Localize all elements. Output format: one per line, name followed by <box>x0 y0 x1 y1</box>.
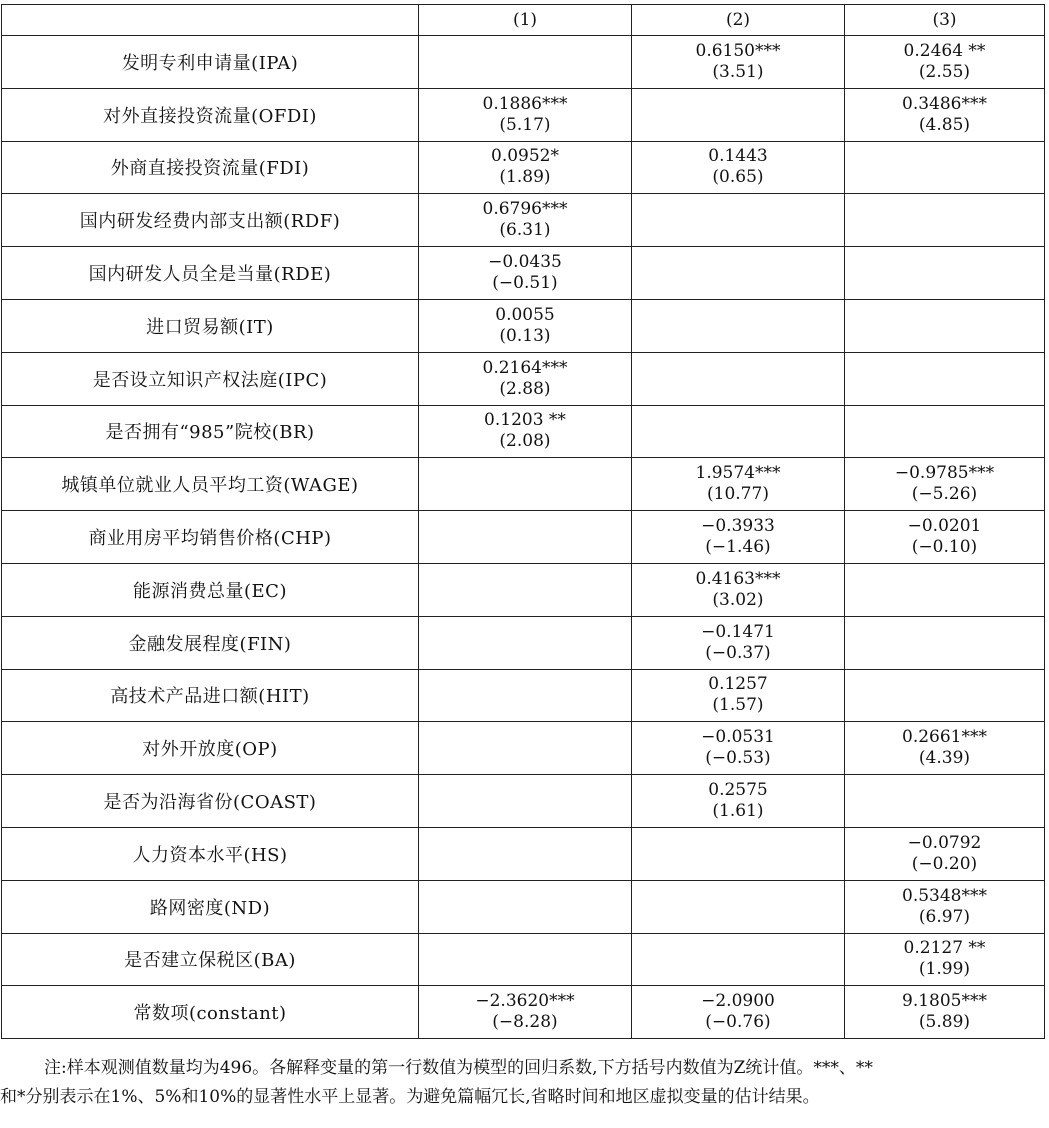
estimate-block <box>475 991 574 1033</box>
model-3-cell <box>845 194 1045 247</box>
variable-name: 城镇单位就业人员平均工资(WAGE) <box>2 458 419 511</box>
variable-name: 常数项(constant) <box>2 986 419 1039</box>
estimate-block <box>491 146 559 188</box>
model-3-cell <box>845 511 1045 564</box>
model-1-cell <box>419 563 632 616</box>
table-note <box>0 1054 1046 1112</box>
table-row <box>2 511 1045 564</box>
table-row <box>2 299 1045 352</box>
coefficient-value: 1.9574*** <box>695 463 781 484</box>
coefficient-value: 0.6796*** <box>482 199 568 220</box>
model-2-cell <box>632 563 845 616</box>
z-statistic-value: (1.89) <box>499 167 551 188</box>
coefficient-value: 0.1203 ** <box>484 410 566 431</box>
model-1-cell <box>419 458 632 511</box>
coefficient-value: −0.0201 <box>907 516 982 537</box>
z-statistic-value: (0.65) <box>712 167 764 188</box>
model-1-cell <box>419 827 632 880</box>
z-statistic-value: (4.39) <box>918 748 971 769</box>
z-statistic-value: (−0.53) <box>705 748 771 769</box>
table-row <box>2 986 1045 1039</box>
model-1-cell <box>419 141 632 194</box>
note-line-1: 注:样本观测值数量均为496。各解释变量的第一行数值为模型的回归系数,下方括号内数值为Z统计值。***、** <box>44 1058 873 1078</box>
model-2-cell <box>632 405 845 458</box>
regression-table <box>1 4 1045 1039</box>
coefficient-value: 0.0055 <box>495 304 555 325</box>
z-statistic-value: (3.02) <box>712 589 764 610</box>
z-statistic-value: (2.88) <box>499 378 551 399</box>
model-3-cell <box>845 827 1045 880</box>
model-1-cell <box>419 986 632 1039</box>
model-3-cell <box>845 141 1045 194</box>
model-2-cell <box>632 88 845 141</box>
estimate-block <box>708 674 767 716</box>
model-2-cell <box>632 669 845 722</box>
variable-name: 人力资本水平(HS) <box>2 827 419 880</box>
coefficient-value: 0.3486*** <box>902 93 987 114</box>
z-statistic-value: (6.97) <box>918 906 971 927</box>
estimate-block <box>904 41 986 83</box>
model-1-cell <box>419 247 632 300</box>
table-row <box>2 880 1045 933</box>
estimate-block <box>696 463 781 505</box>
estimate-block <box>696 41 781 83</box>
model-3-cell <box>845 405 1045 458</box>
z-statistic-value: (3.51) <box>712 61 764 82</box>
note-line-2: 和*分别表示在1%、5%和10%的显著性水平上显著。为避免篇幅冗长,省略时间和地区虚拟变量的估计结果。 <box>0 1087 820 1107</box>
coefficient-value: 0.1443 <box>708 146 768 167</box>
table-row <box>2 669 1045 722</box>
model-1-cell <box>419 88 632 141</box>
coefficient-value: 0.2661*** <box>902 727 987 748</box>
table-row <box>2 405 1045 458</box>
z-statistic-value: (−8.28) <box>492 1012 558 1033</box>
z-statistic-value: (−0.10) <box>911 537 978 558</box>
table-row <box>2 458 1045 511</box>
variable-name: 对外开放度(OP) <box>2 722 419 775</box>
model-3-cell <box>845 247 1045 300</box>
variable-name: 高技术产品进口额(HIT) <box>2 669 419 722</box>
coefficient-value: −2.0900 <box>701 991 775 1012</box>
estimate-block <box>701 991 775 1033</box>
model-1-cell <box>419 352 632 405</box>
variable-name: 能源消费总量(EC) <box>2 563 419 616</box>
model-1-cell <box>419 616 632 669</box>
coefficient-value: 0.2464 ** <box>903 40 986 61</box>
coefficient-value: 0.2127 ** <box>903 938 986 959</box>
coefficient-value: −0.3933 <box>701 516 775 537</box>
model-2-cell <box>632 352 845 405</box>
z-statistic-value: (1.57) <box>712 695 764 716</box>
model-2-cell <box>632 827 845 880</box>
coefficient-value: 9.1805*** <box>902 991 987 1012</box>
model-2-cell <box>632 194 845 247</box>
variable-name: 国内研发人员全是当量(RDE) <box>2 247 419 300</box>
z-statistic-value: (−0.37) <box>705 642 771 663</box>
coefficient-value: −2.3620*** <box>475 991 575 1012</box>
model-2-cell <box>632 247 845 300</box>
model-3-cell <box>845 458 1045 511</box>
model-2-cell <box>632 511 845 564</box>
model-3-cell <box>845 986 1045 1039</box>
model-2-cell <box>632 299 845 352</box>
variable-name: 是否建立保税区(BA) <box>2 933 419 986</box>
table-row <box>2 827 1045 880</box>
variable-name: 国内研发经费内部支出额(RDF) <box>2 194 419 247</box>
estimate-block <box>708 780 767 822</box>
model-1-cell <box>419 669 632 722</box>
coefficient-value: 0.5348*** <box>902 885 987 906</box>
table-row <box>2 563 1045 616</box>
estimate-block <box>483 199 568 241</box>
table-row <box>2 933 1045 986</box>
model-1-cell <box>419 775 632 828</box>
model-3-cell <box>845 36 1045 89</box>
model-3-cell <box>845 722 1045 775</box>
header-model-3: (3) <box>845 5 1045 36</box>
model-1-cell <box>419 299 632 352</box>
model-2-cell <box>632 880 845 933</box>
model-1-cell <box>419 194 632 247</box>
z-statistic-value: (−0.20) <box>911 853 978 874</box>
coefficient-value: 0.6150*** <box>695 40 781 61</box>
estimate-block <box>701 622 775 664</box>
estimate-block <box>701 727 775 769</box>
z-statistic-value: (5.17) <box>499 114 551 135</box>
model-2-cell <box>632 986 845 1039</box>
estimate-block <box>708 146 767 188</box>
estimate-block <box>483 358 568 400</box>
table-header <box>2 5 1045 36</box>
estimate-block <box>696 569 781 611</box>
model-3-cell <box>845 352 1045 405</box>
model-2-cell <box>632 458 845 511</box>
coefficient-value: −0.0531 <box>701 727 775 748</box>
z-statistic-value: (4.85) <box>918 114 971 135</box>
table-row <box>2 352 1045 405</box>
estimate-block <box>484 410 566 452</box>
z-statistic-value: (2.55) <box>918 61 971 82</box>
coefficient-value: 0.1257 <box>708 674 768 695</box>
model-1-cell <box>419 36 632 89</box>
z-statistic-value: (1.61) <box>712 801 764 822</box>
z-statistic-value: (2.08) <box>499 431 551 452</box>
model-3-cell <box>845 299 1045 352</box>
coefficient-value: 0.4163*** <box>695 568 781 589</box>
coefficient-value: −0.0435 <box>488 252 562 273</box>
table-row <box>2 775 1045 828</box>
table-row <box>2 88 1045 141</box>
model-3-cell <box>845 775 1045 828</box>
header-row <box>2 5 1045 36</box>
model-3-cell <box>845 880 1045 933</box>
z-statistic-value: (0.13) <box>499 325 551 346</box>
table-row <box>2 616 1045 669</box>
z-statistic-value: (6.31) <box>499 220 551 241</box>
variable-name: 商业用房平均销售价格(CHP) <box>2 511 419 564</box>
variable-name: 金融发展程度(FIN) <box>2 616 419 669</box>
variable-name: 进口贸易额(IT) <box>2 299 419 352</box>
estimate-block <box>904 938 986 980</box>
header-model-2: (2) <box>632 5 845 36</box>
model-1-cell <box>419 933 632 986</box>
estimate-block <box>902 94 987 136</box>
variable-name: 是否设立知识产权法庭(IPC) <box>2 352 419 405</box>
model-2-cell <box>632 775 845 828</box>
model-1-cell <box>419 722 632 775</box>
table-body <box>2 36 1045 1039</box>
z-statistic-value: (10.77) <box>707 484 769 505</box>
z-statistic-value: (−5.26) <box>911 484 978 505</box>
model-3-cell <box>845 563 1045 616</box>
model-3-cell <box>845 88 1045 141</box>
estimate-block <box>701 516 775 558</box>
model-3-cell <box>845 616 1045 669</box>
variable-name: 对外直接投资流量(OFDI) <box>2 88 419 141</box>
model-2-cell <box>632 141 845 194</box>
z-statistic-value: (−0.51) <box>492 273 558 294</box>
header-model-1: (1) <box>419 5 632 36</box>
model-3-cell <box>845 669 1045 722</box>
coefficient-value: −0.9785*** <box>894 463 995 484</box>
z-statistic-value: (−0.76) <box>705 1012 771 1033</box>
z-statistic-value: (1.99) <box>918 959 971 980</box>
table-row <box>2 194 1045 247</box>
variable-name: 发明专利申请量(IPA) <box>2 36 419 89</box>
variable-name: 外商直接投资流量(FDI) <box>2 141 419 194</box>
coefficient-value: 0.1886*** <box>482 93 568 114</box>
estimate-block <box>902 727 987 769</box>
coefficient-value: −0.0792 <box>907 832 982 853</box>
model-2-cell <box>632 933 845 986</box>
estimate-block <box>895 463 994 505</box>
variable-name: 路网密度(ND) <box>2 880 419 933</box>
header-variable <box>2 5 419 36</box>
model-1-cell <box>419 405 632 458</box>
table-row <box>2 247 1045 300</box>
variable-name: 是否拥有“985”院校(BR) <box>2 405 419 458</box>
estimate-block <box>908 833 982 875</box>
model-1-cell <box>419 880 632 933</box>
z-statistic-value: (−1.46) <box>705 537 771 558</box>
table-row <box>2 722 1045 775</box>
table-row <box>2 36 1045 89</box>
model-2-cell <box>632 722 845 775</box>
estimate-block <box>902 886 987 928</box>
estimate-block <box>495 305 554 347</box>
estimate-block <box>908 516 982 558</box>
coefficient-value: 0.2164*** <box>482 357 568 378</box>
estimate-block <box>488 252 562 294</box>
model-3-cell <box>845 933 1045 986</box>
estimate-block <box>902 991 987 1033</box>
variable-name: 是否为沿海省份(COAST) <box>2 775 419 828</box>
coefficient-value: −0.1471 <box>701 621 775 642</box>
model-1-cell <box>419 511 632 564</box>
model-2-cell <box>632 616 845 669</box>
z-statistic-value: (5.89) <box>918 1012 971 1033</box>
table-row <box>2 141 1045 194</box>
estimate-block <box>483 94 568 136</box>
coefficient-value: 0.2575 <box>708 780 768 801</box>
coefficient-value: 0.0952* <box>491 146 559 167</box>
model-2-cell <box>632 36 845 89</box>
